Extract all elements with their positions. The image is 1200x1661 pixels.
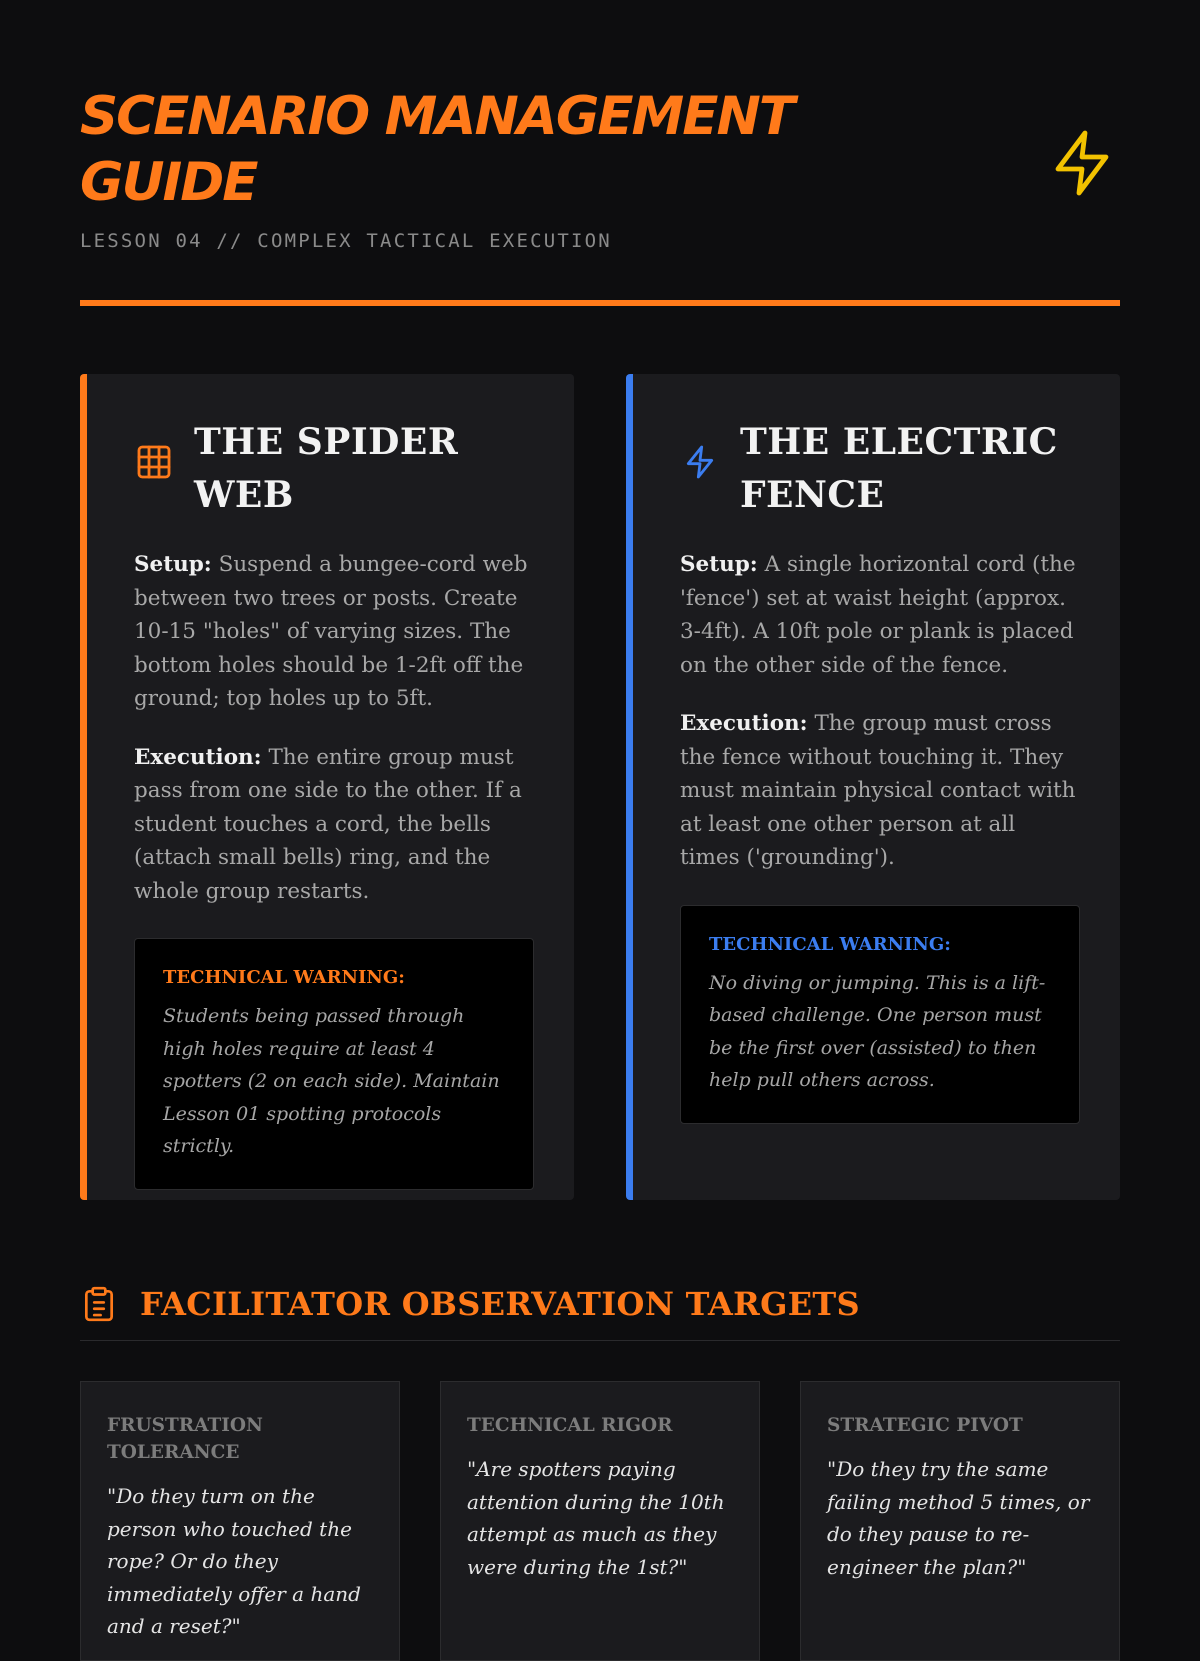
execution-text: The entire group must pass from one side to the other. If a student touches a cord, the bells (attach small bells) ring, and the whole group restarts. — [134, 744, 522, 904]
clipboard-icon — [80, 1284, 118, 1324]
observation-card — [80, 1381, 400, 1661]
observation-quote: "Do they turn on the person who touched the rope? Or do they immediately offer a hand and a reset?" — [107, 1484, 361, 1638]
setup-paragraph — [680, 548, 1080, 682]
observation-label: FRUSTRATION TOLERANCE — [107, 1415, 263, 1463]
observation-targets — [80, 1381, 1120, 1661]
observation-label: STRATEGIC PIVOT — [827, 1415, 1023, 1436]
card-title: THE SPIDER WEB — [194, 421, 459, 516]
warning-label: TECHNICAL WARNING: — [709, 933, 951, 955]
warning-text: No diving or jumping. This is a lift-based challenge. One person must be the first over (assisted) to then help pull others across. — [709, 971, 1046, 1091]
warning-text: Students being passed through high holes require at least 4 spotters (2 on each side). Maintain Lesson 01 spotting protocols strictly. — [163, 1005, 500, 1157]
grid-icon — [134, 442, 174, 482]
execution-paragraph — [134, 741, 534, 909]
observation-quote: "Do they try the same failing method 5 times, or do they pause to re-engineer the plan?" — [827, 1457, 1090, 1579]
setup-text: Suspend a bungee-cord web between two trees or posts. Create 10-15 "holes" of varying sizes. The bottom holes should be 1-2ft off the ground; top holes up to 5ft. — [134, 552, 528, 711]
page-title: SCENARIO MANAGEMENT GUIDE — [80, 86, 793, 213]
observation-quote: "Are spotters paying attention during the 10th attempt as much as they were during the 1st?" — [467, 1457, 725, 1579]
scenario-card-electric-fence — [626, 374, 1120, 1200]
observation-title: FACILITATOR OBSERVATION TARGETS — [140, 1285, 860, 1323]
card-header — [134, 416, 534, 522]
execution-label: Execution: — [134, 744, 262, 770]
scenario-cards — [80, 374, 1120, 1200]
observation-header — [80, 1284, 1120, 1341]
observation-card — [800, 1381, 1120, 1661]
technical-warning-box — [680, 905, 1080, 1124]
observation-label: TECHNICAL RIGOR — [467, 1415, 673, 1436]
lightning-bolt-icon — [680, 442, 720, 482]
setup-label: Setup: — [680, 552, 758, 577]
warning-label: TECHNICAL WARNING: — [163, 967, 405, 988]
execution-label: Execution: — [680, 711, 808, 736]
observation-card — [440, 1381, 760, 1661]
header-divider — [80, 300, 1120, 306]
setup-paragraph — [134, 548, 534, 716]
execution-text: The group must cross the fence without touching it. They must maintain physical contact with at least one other person at all times ('grounding'). — [680, 711, 1076, 870]
page-header — [80, 0, 1120, 306]
observation-section — [80, 1284, 1120, 1661]
technical-warning-box — [134, 938, 534, 1190]
card-title: THE ELECTRIC FENCE — [740, 421, 1058, 516]
card-header — [680, 416, 1080, 522]
execution-paragraph — [680, 707, 1080, 875]
setup-label: Setup: — [134, 552, 212, 577]
setup-text: A single horizontal cord (the 'fence') set at waist height (approx. 3-4ft). A 10ft pole or plank is placed on the other side of the fence. — [680, 552, 1076, 678]
page-subtitle: LESSON 04 // COMPLEX TACTICAL EXECUTION — [80, 230, 612, 252]
lightning-bolt-icon — [1046, 124, 1118, 202]
scenario-card-spider-web — [80, 374, 574, 1200]
